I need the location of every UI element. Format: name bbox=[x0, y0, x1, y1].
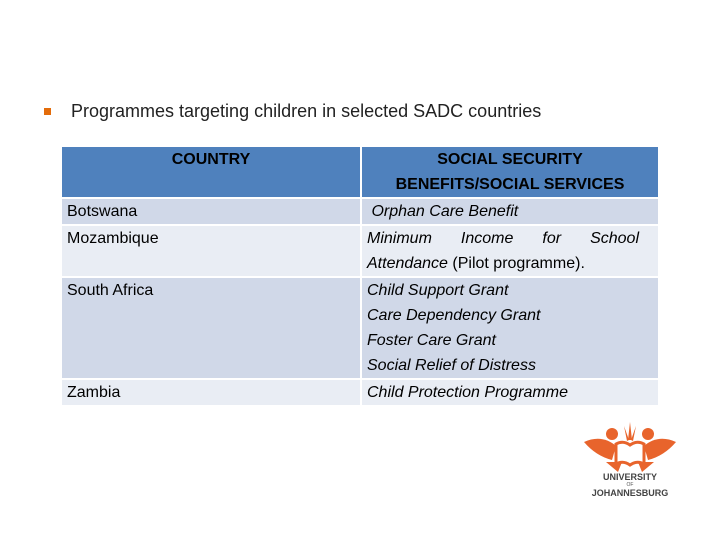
bird-crest-icon bbox=[582, 420, 678, 472]
table-header-row bbox=[61, 146, 659, 198]
header-benefits: SOCIAL SECURITY BENEFITS/SOCIAL SERVICES bbox=[361, 146, 659, 198]
benefit-cell bbox=[361, 379, 659, 406]
benefit-text: Foster Care Grant bbox=[367, 332, 496, 349]
benefit-cell bbox=[361, 225, 659, 277]
country-cell: South Africa bbox=[61, 277, 361, 379]
benefit-text: Child Support Grant bbox=[367, 282, 509, 299]
benefit-text: Orphan Care Benefit bbox=[371, 203, 519, 220]
country-cell: Zambia bbox=[61, 379, 361, 406]
table-row bbox=[61, 198, 659, 225]
table-row bbox=[61, 225, 659, 277]
header-country: COUNTRY bbox=[61, 146, 361, 198]
logo-text-line3: JOHANNESBURG bbox=[591, 488, 669, 498]
benefit-text: Child Protection Programme bbox=[367, 384, 568, 401]
country-cell: Botswana bbox=[61, 198, 361, 225]
benefit-text: Care Dependency Grant bbox=[367, 307, 541, 324]
benefit-note: (Pilot programme). bbox=[452, 255, 585, 272]
benefit-cell bbox=[361, 198, 659, 225]
programmes-table bbox=[60, 145, 660, 407]
logo-text-line2: OF bbox=[626, 482, 634, 488]
bullet-square-icon bbox=[44, 108, 51, 115]
logo-text-line1: UNIVERSITY bbox=[602, 472, 657, 482]
benefit-text: Minimum Income for School Attendance bbox=[367, 230, 639, 272]
benefit-cell bbox=[361, 277, 659, 379]
university-logo bbox=[578, 420, 682, 498]
bullet-heading bbox=[44, 101, 541, 122]
slide-title: Programmes targeting children in selected SADC countries bbox=[71, 101, 542, 121]
country-cell: Mozambique bbox=[61, 225, 361, 277]
table-row bbox=[61, 379, 659, 406]
benefit-text: Social Relief of Distress bbox=[367, 357, 536, 374]
table-row bbox=[61, 277, 659, 379]
